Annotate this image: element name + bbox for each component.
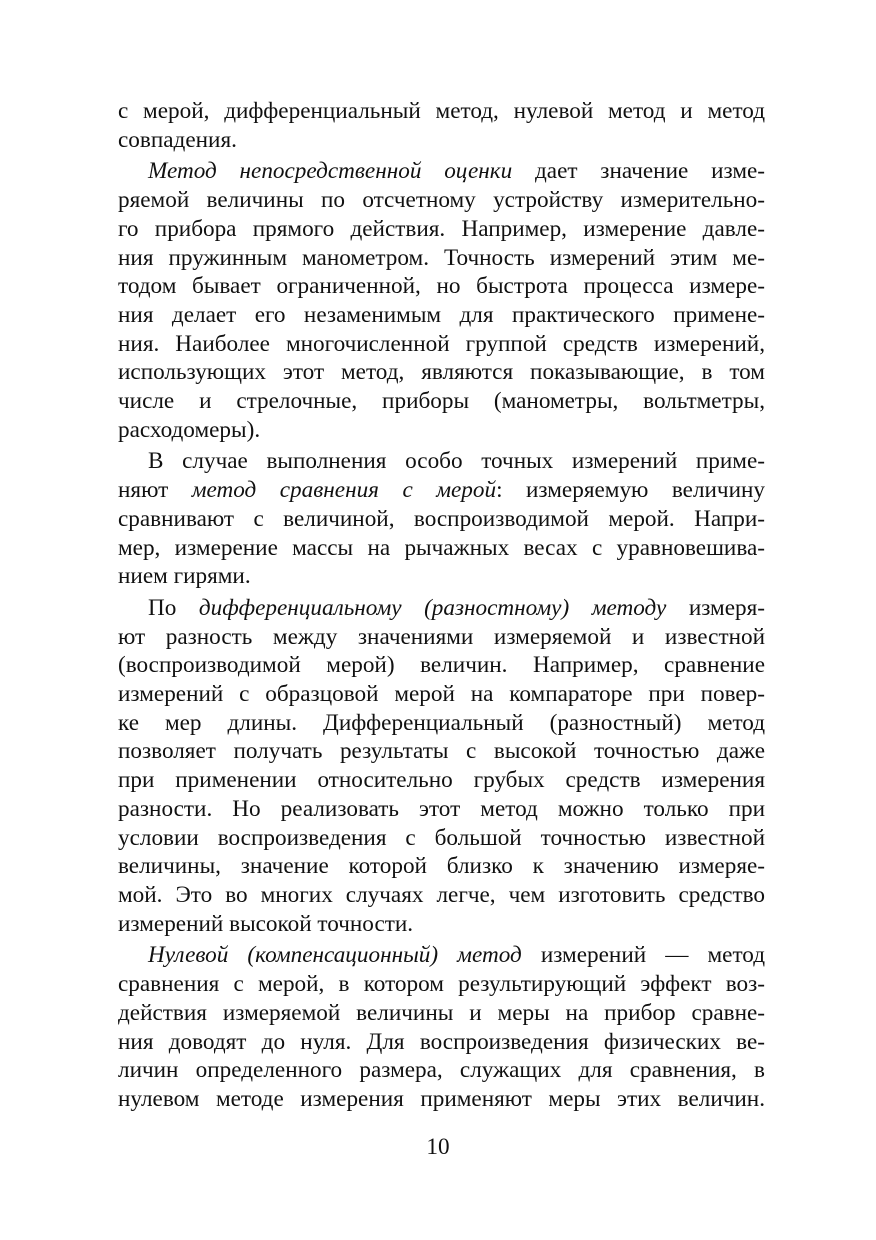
text-run: нулевом методе измерения применяют меры этих величин.: [118, 1085, 765, 1112]
text-run: измерений — метод: [521, 942, 765, 969]
text-run: ния доводят до нуля. Для воспроизведения физических ве-: [118, 1028, 765, 1055]
page-number: 10: [426, 1134, 450, 1160]
text-run: мой. Это во многих случаях легче, чем изготовить средство: [118, 881, 765, 908]
text-line: [118, 358, 765, 387]
text-line: [118, 215, 765, 244]
text-line: [118, 881, 765, 910]
text-line: [118, 795, 765, 824]
text-run: условии воспроизведения с большой точностью известной: [118, 824, 765, 851]
text-line: [118, 1085, 765, 1114]
text-run: ют разность между значениями измеряемой и известной: [118, 623, 765, 650]
text-line: [118, 852, 765, 881]
text-run: измерений с образцовой мерой на компараторе при повер-: [118, 681, 765, 708]
text-line: [118, 737, 765, 766]
text-line: [118, 1056, 765, 1085]
text-line: [118, 824, 765, 853]
text-run: использующих этот метод, являются показывающие, в том: [118, 359, 765, 386]
text-run: няют: [118, 477, 192, 504]
text-line: [118, 999, 765, 1028]
text-run: измеря-: [666, 594, 766, 621]
text-line: [118, 126, 765, 155]
paragraph: [118, 941, 765, 1113]
italic-term: метод сравнения с мерой: [191, 477, 497, 504]
text-run: В случае выполнения особо точных измерений приме-: [148, 448, 765, 475]
text-run: ке мер длины. Дифференциальный (разностный) метод: [118, 709, 765, 736]
text-line: [118, 562, 765, 591]
text-line: [118, 186, 765, 215]
text-line: [118, 97, 765, 126]
text-line: [118, 534, 765, 563]
paragraph: [118, 594, 765, 938]
text-line: [118, 476, 765, 505]
text-run: расходомеры).: [118, 416, 261, 443]
text-line: [118, 941, 765, 970]
text-line: [118, 301, 765, 330]
text-run: разности. Но реализовать этот метод можно только при: [118, 795, 765, 822]
text-run: дает значение изме-: [512, 158, 766, 185]
text-line: [118, 623, 765, 652]
text-run: измерений высокой точности.: [118, 910, 414, 937]
text-line: [118, 594, 765, 623]
italic-term: Нулевой (компенсационный) метод: [148, 942, 522, 969]
paragraph: [118, 157, 765, 444]
text-run: действия измеряемой величины и меры на прибор сравне-: [118, 999, 765, 1026]
text-run: с мерой, дифференциальный метод, нулевой метод и метод: [118, 98, 765, 124]
text-run: при применении относительно грубых средств измерения: [118, 767, 765, 794]
text-run: величины, значение которой близко к значению измеряе-: [118, 853, 765, 880]
text-line: [118, 505, 765, 534]
text-line: [118, 272, 765, 301]
paragraph: [118, 97, 765, 154]
text-run: тодом бывает ограниченной, но быстрота процесса измере-: [118, 273, 765, 300]
text-run: По: [148, 594, 199, 621]
text-line: [118, 157, 765, 186]
paragraph: [118, 447, 765, 591]
text-run: сравнения с мерой, в котором результирующий эффект воз-: [118, 971, 765, 998]
text-run: : измеряемую величину: [496, 477, 765, 504]
text-run: числе и стрелочные, приборы (манометры, вольтметры,: [118, 388, 765, 415]
text-run: ряемой величины по отсчетному устройству измерительно-: [118, 187, 765, 214]
text-line: [118, 416, 765, 445]
text-line: [118, 1028, 765, 1057]
text-run: (воспроизводимой мерой) величин. Например, сравнение: [118, 652, 765, 679]
page-body: [118, 97, 765, 1114]
text-run: ния делает его незаменимым для практического примене-: [118, 301, 765, 328]
text-line: [118, 910, 765, 939]
text-run: совпадения.: [118, 126, 237, 153]
text-run: го прибора прямого действия. Например, измерение давле-: [118, 215, 765, 242]
text-run: ния пружинным манометром. Точность измерений этим ме-: [118, 244, 765, 271]
text-line: [118, 387, 765, 416]
italic-term: дифференциальному (разностному) методу: [198, 594, 667, 621]
text-line: [118, 447, 765, 476]
text-line: [118, 766, 765, 795]
text-line: [118, 709, 765, 738]
text-line: [118, 680, 765, 709]
italic-term: Метод непосредственной оценки: [148, 158, 513, 185]
text-line: [118, 970, 765, 999]
text-run: ния. Наиболее многочисленной группой средств измерений,: [118, 330, 765, 357]
text-run: нием гирями.: [118, 563, 251, 590]
text-run: позволяет получать результаты с высокой точностью даже: [118, 738, 765, 765]
text-line: [118, 651, 765, 680]
text-line: [118, 330, 765, 359]
text-run: личин определенного размера, служащих для сравнения, в: [118, 1057, 765, 1084]
text-run: сравнивают с величиной, воспроизводимой мерой. Напри-: [118, 505, 765, 532]
text-line: [118, 244, 765, 273]
text-run: мер, измерение массы на рычажных весах с уравновешива-: [118, 534, 765, 561]
